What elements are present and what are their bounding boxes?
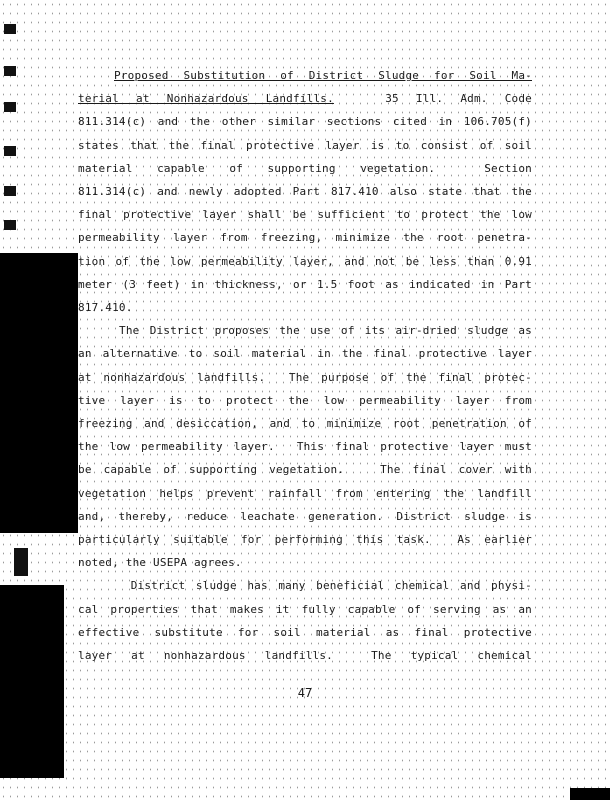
text-line: 811.314(c) and newly adopted Part 817.410 also state that the [78,185,532,199]
margin-mark [4,66,16,76]
text-line: tion of the low permeability layer, and not be less than 0.91 [78,254,532,268]
text-line: cal properties that makes it fully capable of serving as an [78,602,532,616]
paragraph-1 [78,64,532,319]
document-page [78,64,532,667]
scan-black-bar [0,253,78,533]
text-fragment: 35 Ill. Adm. Code [333,92,532,106]
margin-mark [4,220,16,230]
text-line: noted, the USEPA agrees. [78,556,242,570]
page-number: 47 [297,686,313,700]
text-line: District sludge has many beneficial chemical and physi- [78,579,532,593]
binding-mark [14,548,28,576]
margin-mark [4,24,16,34]
text-line: the low permeability layer. This final protective layer must [78,440,532,454]
text-line: meter (3 feet) in thickness, or 1.5 foot as indicated in Part [78,277,532,291]
text-line: be capable of supporting vegetation. The final cover with [78,463,532,477]
margin-mark [4,186,16,196]
text-line: states that the final protective layer is to consist of soil [78,138,532,152]
text-line: layer at nonhazardous landfills. The typical chemical [78,649,532,663]
text-line: an alternative to soil material in the final protective layer [78,347,532,361]
text-line: 817.410. [78,301,133,315]
heading-line: Proposed Substitution of District Sludge for Soil Ma- [114,69,532,82]
text-line: 811.314(c) and the other similar sections cited in 106.705(f) [78,115,532,129]
margin-marks [0,20,24,250]
paragraph-3 [78,574,532,667]
margin-mark [4,102,16,112]
heading-underlined: terial at Nonhazardous Landfills. [78,92,334,106]
text-line: particularly suitable for performing this task. As earlier [78,533,532,547]
text-line: and, thereby, reduce leachate generation. District sludge is [78,509,532,523]
text-line: material capable of supporting vegetation. Section [78,161,532,175]
text-line: at nonhazardous landfills. The purpose of the final protec- [78,370,532,384]
margin-mark [4,146,16,156]
scan-corner [570,788,610,800]
text-line: effective substitute for soil material as final protective [78,625,532,639]
text-line: permeability layer from freezing, minimize the root penetra- [78,231,532,245]
text-line: freezing and desiccation, and to minimize root penetration of [78,417,532,431]
text-line: The District proposes the use of its air-dried sludge as [78,324,532,338]
text-line [78,87,532,110]
text-line: tive layer is to protect the low permeability layer from [78,393,532,407]
scan-black-bar [0,585,64,778]
paragraph-2 [78,319,532,574]
text-line: final protective layer shall be sufficient to protect the low [78,208,532,222]
text-line: vegetation helps prevent rainfall from entering the landfill [78,486,532,500]
